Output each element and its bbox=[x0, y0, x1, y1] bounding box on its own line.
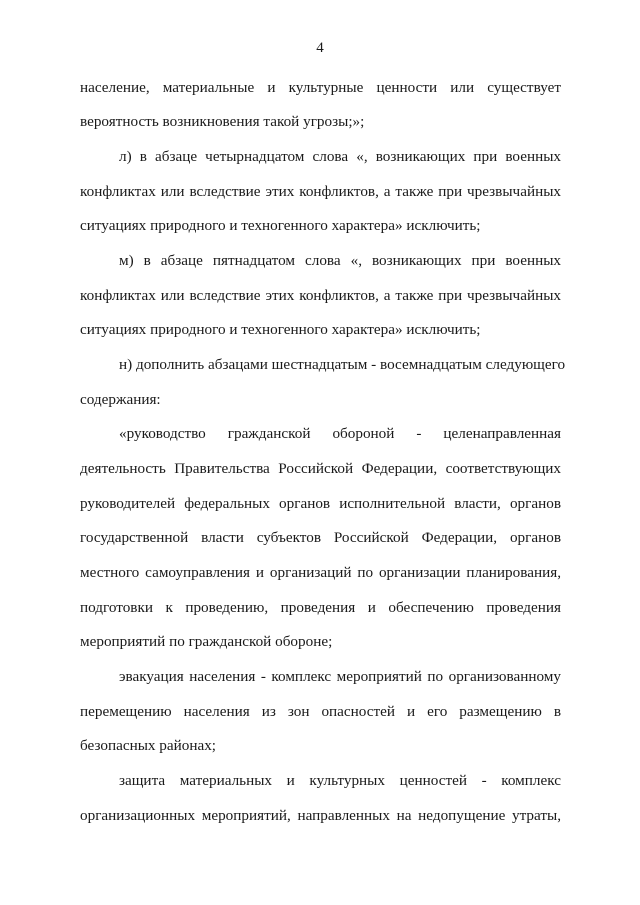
text-line: организационных мероприятий, направленных на недопущение утраты, bbox=[80, 807, 561, 824]
text-line: конфликтах или вследствие этих конфликтов, а также при чрезвычайных bbox=[80, 183, 561, 200]
text-line: ситуациях природного и техногенного характера» исключить; bbox=[80, 321, 481, 338]
text-line: н) дополнить абзацами шестнадцатым - восемнадцатым следующего bbox=[119, 356, 566, 373]
text-line: «руководство гражданской обороной - целенаправленная bbox=[119, 425, 561, 442]
text-line: содержания: bbox=[80, 391, 161, 408]
text-line: л) в абзаце четырнадцатом слова «, возникающих при военных bbox=[119, 148, 561, 165]
text-line: государственной власти субъектов Российской Федерации, органов bbox=[80, 529, 561, 546]
text-line: м) в абзаце пятнадцатом слова «, возникающих при военных bbox=[119, 252, 561, 269]
text-line: безопасных районах; bbox=[80, 737, 217, 754]
text-line: защита материальных и культурных ценностей - комплекс bbox=[119, 772, 561, 789]
text-line: ситуациях природного и техногенного характера» исключить; bbox=[80, 217, 481, 234]
text-line: эвакуация населения - комплекс мероприятий по организованному bbox=[119, 668, 561, 685]
text-line: население, материальные и культурные ценности или существует bbox=[80, 79, 561, 96]
text-line: вероятность возникновения такой угрозы;»; bbox=[80, 113, 365, 130]
text-line: мероприятий по гражданской обороне; bbox=[80, 633, 333, 650]
text-line: деятельность Правительства Российской Федерации, соответствующих bbox=[80, 460, 561, 477]
text-line: подготовки к проведению, проведения и обеспечению проведения bbox=[80, 599, 561, 616]
text-line: местного самоуправления и организаций по организации планирования, bbox=[80, 564, 561, 581]
text-line: перемещению населения из зон опасностей и его размещению в bbox=[80, 703, 561, 720]
text-line: руководителей федеральных органов исполнительной власти, органов bbox=[80, 495, 561, 512]
text-line: конфликтах или вследствие этих конфликтов, а также при чрезвычайных bbox=[80, 287, 561, 304]
page-number: 4 bbox=[316, 40, 324, 56]
